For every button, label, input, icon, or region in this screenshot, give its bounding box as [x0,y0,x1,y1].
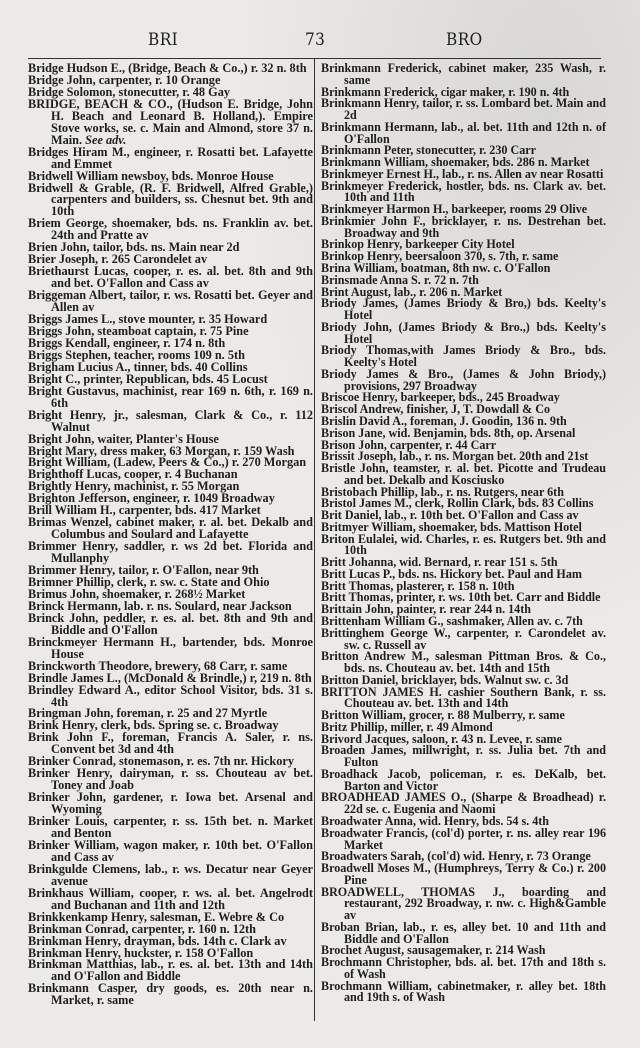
entry-text: Brinkmann Frederick, cigar maker, r. 190 n. 4th [321,84,570,99]
entry-text: Brighton Jefferson, engineer, r. 1049 Broadway [28,491,275,506]
directory-entry [321,919,606,946]
left-guide-word: BRI [148,30,179,50]
directory-entry [28,732,313,756]
directory-entry [28,96,313,147]
left-column [28,63,313,1007]
entry-text: Brison Jane, wid. Benjamin, bds. 8th, op. Arsenal [321,425,576,440]
entry-text: Brimner Phillip, clerk, r. sw. c. State and Ohio [28,574,270,589]
directory-entry [321,863,606,887]
see-advertisement-note: See adv. [85,132,127,147]
entry-text: Brislin David A., foreman, J. Goodin, 136 n. 9th [321,413,567,428]
entry-text: Brier Joseph, r. 265 Carondelet av [28,252,208,267]
entry-text: Brighthoff Lucas, cooper, r. 4 Buchanan [28,467,238,482]
entry-text: Briethaurst Lucas, cooper, r. es. al. bet. 8th and 9th and bet. O'Fallon and Cass av [28,264,313,291]
entry-text: Broadwaters Sarah, (col'd) wid. Henry, r. 73 Orange [321,849,591,864]
entry-text: Brinck John, peddler, r. es. al. bet. 8th and 9th and Biddle and O'Fallon [28,610,313,637]
directory-entry [28,218,313,242]
entry-text: Brinkman Conrad, carpenter, r. 160 n. 12th [28,921,256,936]
directory-entry [28,144,313,171]
directory-entry [321,178,606,205]
entry-text: Broadwater Anna, wid. Henry, bds. 54 s. 4th [321,814,550,828]
entry-text: BRIDGE, BEACH & CO., (Hudson E. Bridge, John H. Beach and Leonard B. Holland,). Empire Stove works, se. c. Main and Almond, store 37 n. Main. [28,96,313,147]
entry-text: Brinker John, gardener, r. Iowa bet. Arsenal and Wyoming [28,790,313,817]
directory-entry [321,345,606,369]
directory-entry [321,766,606,793]
entry-text: Broadwell Moses M., (Humphreys, Terry & Co.) r. 200 Pine [321,861,606,887]
entry-text: Briggs James L., stove mounter, r. 35 Howard [28,312,268,327]
directory-entry [321,98,606,122]
entry-text: Brinkmann William, shoemaker, bds. 286 n. Market [321,155,590,170]
entry-text: Brightly Henry, machinist, r. 55 Morgan [28,479,240,494]
directory-entry [321,684,606,711]
entry-text: Briody James, (James Briody & Bro,) bds. Keelty's Hotel [321,296,606,323]
page-header [28,30,601,56]
entry-text: Britt Johanna, wid. Bernard, r. rear 151 s. 5th [321,555,558,570]
entry-text: Brinkop Henry, barkeeper City Hotel [321,237,515,252]
entry-text: Bright John, waiter, Planter's House [28,431,219,446]
directory-entry [321,978,606,1005]
entry-text: Brinker Henry, dairyman, r. ss. Chouteau av bet. Toney and Joab [28,766,313,793]
entry-text: Briggeman Albert, tailor, r. ws. Rosatti bet. Geyer and Allen av [28,288,313,315]
entry-text: Bridge Solomon, stonecutter, r. 48 Gay [28,84,230,99]
entry-text: Bridwell & Grable, (R. F. Bridwell, Alfred Grable,) carpenters and builders, ss. Chesnut bet. 9th and 10th [28,180,313,219]
entry-text: Brimmer Henry, saddler, r. ws 2d bet. Florida and Mullanphy [28,539,313,566]
directory-entry [321,463,606,487]
entry-text: Brochmann William, cabinetmaker, r. alley bet. 18th and 19th s. of Wash [321,978,606,1005]
right-guide-word: BRO [446,30,483,50]
directory-entry [28,407,313,434]
directory-entry [28,266,313,290]
entry-text: Bright Mary, dress maker, 63 Morgan, r. 159 Wash [28,443,295,458]
entry-text: Britt Thomas, plasterer, r. 158 n. 10th [321,578,515,593]
directory-entry [321,119,606,146]
entry-text: Bristobach Phillip, lab., r. ns. Rutgers, near 6th [321,484,564,499]
directory-entry [28,983,313,1007]
directory-entry [321,298,606,322]
entry-text: Briem George, shoemaker, bds. ns. Franklin av. bet. 24th and Pratte av [28,216,313,243]
entry-text: Bristol James M., clerk, Rollin Clark, bds. 83 Collins [321,496,594,511]
entry-text: Britton Andrew M., salesman Pittman Bros. & Co., bds. ns. Chouteau av. bet. 14th and 15th [321,649,606,676]
directory-entry [28,885,313,912]
entry-text: Briody Thomas,with James Briody & Bro., bds. Keelty's Hotel [321,343,606,370]
entry-text: Britton Daniel, bricklayer, bds. Walnut sw. c. 3d [321,672,569,687]
entry-text: Brinker Conrad, stonemason, r. es. 7th nr. Hickory [28,754,294,769]
entry-text: Bright C., printer, Republican, bds. 45 Locust [28,371,268,386]
entry-text: Brinkmeyer Ernest H., lab., r. ns. Allen av near Rosatti [321,166,604,181]
entry-text: Britton William, grocer, r. 88 Mulberry, r. same [321,708,565,723]
entry-text: Brinkkenkamp Henry, salesman, E. Webre & Co [28,909,285,924]
directory-entry [321,625,606,652]
entry-text: Brinker Louis, carpenter, r. ss. 15th bet. n. Market and Benton [28,814,313,840]
entry-text: Britt Lucas P., bds. ns. Hickory bet. Paul and Ham [321,566,582,581]
entry-text: Brimas Wenzel, cabinet maker, r. al. bet. Dekalb and Columbus and Soulard and Lafayette [28,515,313,542]
entry-text: Briggs Kendall, engineer, r. 174 n. 8th [28,335,226,350]
directory-entry [321,531,606,558]
entry-text: Broadwater Francis, (col'd) porter, r. ns. alley rear 196 Market [321,825,606,852]
right-column [321,63,606,1004]
entry-text: Brinkmann Hermann, lab., al. bet. 11th and 12th n. of O'Fallon [321,119,606,146]
entry-text: Brinkmann Henry, tailor, r. ss. Lombard bet. Main and 2d [321,96,606,123]
entry-text: Bridges Hiram M., engineer, r. Rosatti bet. Lafayette and Emmet [28,144,313,171]
directory-entry [28,682,313,709]
directory-entry [28,517,313,541]
directory-entry [28,290,313,314]
page-number: 73 [305,30,326,50]
entry-text: Brigham Lucius A., tinner, bds. 40 Collins [28,359,248,374]
directory-entry [321,651,606,675]
entry-text: Brinkmeyer Frederick, hostler, bds. ns. Clark av. bet. 10th and 11th [321,178,606,205]
entry-text: Bristle John, teamster, r. al. bet. Picotte and Trudeau and bet. Dekalb and Kosciusko [321,461,606,487]
entry-text: Brinkman Henry, huckster, r. 158 O'Fallon [28,945,254,960]
entry-text: Brina William, boatman, 8th nw. c. O'Fallon [321,261,551,276]
entry-text: Brinck Hermann, lab. r. ns. Soulard, near Jackson [28,598,292,613]
directory-entry [28,768,313,792]
entry-text: Briton Eulalei, wid. Charles, r. es. Rutgers bet. 9th and 10th [321,531,606,558]
column-divider [314,58,315,1021]
entry-text: Brinkmeyer Harmon H., barkeeper, rooms 29 Olive [321,202,588,217]
entry-text: Brint August, lab., r. 206 n. Market [321,284,503,299]
directory-entry [28,816,313,840]
entry-text: Brien John, tailor, bds. ns. Main near 2d [28,240,240,255]
directory-entry [321,792,606,816]
entry-text: Brinkman Matthias, lab., r. es. al. bet. 13th and 14th and O'Fallon and Biddle [28,957,313,984]
entry-text: Brindle James L., (McDonald & Brindle,) r, 219 n. 8th [28,670,312,685]
entry-text: Brinkgulde Clemens, lab., r. ws. Decatur near Geyer avenue [28,861,313,888]
directory-entry [321,319,606,346]
entry-text: Britt Thomas, printer, r. ws. 10th bet. Carr and Biddle [321,590,601,605]
directory-entry [321,957,606,981]
entry-text: Brimus John, shoemaker, r. 268½ Market [28,586,246,601]
directory-entry [28,634,313,661]
entry-text: Brinckmeyer Hermann H., bartender, bds. Monroe House [28,634,313,661]
entry-text: Brink John F., foreman, Francis A. Saler, r. ns. Convent bet 3d and 4th [28,730,313,757]
directory-entry [28,792,313,816]
entry-text: Brittain John, painter, r. rear 244 n. 14th [321,602,531,617]
entry-text: Brill William H., carpenter, bds. 417 Market [28,503,261,518]
directory-entry [28,837,313,864]
entry-text: Brinkmann Frederick, cabinet maker, 235 Wash, r. same [321,61,606,87]
entry-text: Brison John, carpenter, r. 44 Carr [321,437,497,452]
directory-entry [321,884,606,923]
entry-text: Brittinghem George W., carpenter, r. Carondelet av. sw. c. Russell av [321,625,606,652]
entry-text: Brinkmier John F., bricklayer, r. ns. Destrehan bet. Broadway and 9th [321,213,606,240]
directory-entry [28,610,313,637]
entry-text: Bringman John, foreman, r. 25 and 27 Myrtle [28,706,268,721]
entry-text: Brinker William, wagon maker, r. 10th bet. O'Fallon and Cass av [28,837,313,864]
entry-text: Bright William, (Ladew, Peers & Co.,) r. 270 Morgan [28,455,307,470]
entry-text: Brinkop Henry, beersaloon 370, s. 7th, r. same [321,249,559,264]
entry-text: Briggs John, steamboat captain, r. 75 Pine [28,323,249,338]
entry-text: Britz Phillip, miller, r. 49 Almond [321,719,493,734]
directory-entry [28,180,313,219]
entry-text: Bright Henry, jr., salesman, Clark & Co., r. 112 Walnut [28,407,313,434]
entry-text: Briscol Andrew, finisher, J, T. Dowdall & Co [321,402,551,417]
entry-text: Bridge John, carpenter, r. 10 Orange [28,72,221,87]
directory-entry [28,861,313,888]
entry-text: Broadhack Jacob, policeman, r. es. DeKalb, bet. Barton and Victor [321,766,606,793]
entry-text: Brivord Jacques, saloon, r. 43 n. Levee, r. same [321,731,562,746]
entry-text: Briggs Stephen, teacher, rooms 109 n. 5th [28,347,245,362]
entry-text: Briody James & Bro., (James & John Briody,) provisions, 297 Broadway [321,366,606,393]
entry-text: BROADHEAD JAMES O., (Sharpe & Broadhead) r. 22d se. c. Eugenia and Naomi [321,790,606,817]
directory-entry [28,541,313,565]
directory-entry [321,825,606,852]
entry-text: Broban Brian, lab., r. es, alley bet. 10 and 11th and Biddle and O'Fallon [321,919,606,946]
entry-text: Brindley Edward A., editor School Visitor, bds. 31 s. 4th [28,682,313,709]
entry-text: Bright Gustavus, machinist, rear 169 n. 6th, r. 169 n. 6th [28,383,313,410]
entry-text: Brissit Joseph, lab., r. ns. Morgan bet. 20th and 21st [321,449,589,464]
directory-entry [28,383,313,410]
entry-text: Brinkmann Peter, stonecutter, r. 230 Carr [321,143,536,158]
entry-text: Brink Henry, clerk, bds. Spring se. c. Broadway [28,718,279,733]
entry-text: Brinsmade Anna S. r. 72 n. 7th [321,272,479,287]
entry-text: Brit Daniel, lab., r. 10th bet. O'Fallon and Cass av [321,508,579,523]
entry-text: Brinkman Henry, drayman, bds. 14th c. Clark av [28,933,287,948]
entry-text: Brochet August, sausagemaker, r. 214 Wash [321,943,546,958]
entry-text: Brinckworth Theodore, brewery, 68 Carr, r. same [28,658,288,673]
directory-entry [321,745,606,769]
entry-text: Britmyer William, shoemaker, bds. Mattison Hotel [321,519,582,534]
directory-entry [321,63,606,87]
directory-entry [28,959,313,983]
directory-entry [321,366,606,393]
entry-text: Briody John, (James Briody & Bro.,) bds. Keelty's Hotel [321,319,606,346]
entry-text: Brochmann Christopher, bds. al. bet. 17th and 18th s. of Wash [321,955,606,981]
entry-text: Briscoe Henry, barkeeper, bds., 245 Broadway [321,390,560,405]
entry-text: Brimmer Henry, tailor, r. O'Fallon, near 9th [28,563,259,578]
entry-text: Brinkmann Casper, dry goods, es. 20th near n. Market, r. same [28,981,313,1008]
directory-entry [321,213,606,240]
entry-text: Broaden James, millwright, r. ss. Julia bet. 7th and Fulton [321,743,606,770]
entry-text: Bridwell William newsboy, bds. Monroe House [28,168,274,183]
entry-text: BROADWELL, THOMAS J., boarding and restaurant, 292 Broadway, r. nw. c. High&Gamble av [321,884,606,923]
entry-text: Brinkhaus William, cooper, r. ws. al. bet. Angelrodt and Buchanan and 11th and 12th [28,885,313,912]
entry-text: BRITTON JAMES H. cashier Southern Bank, r. ss. Chouteau av. bet. 13th and 14th [321,684,606,711]
entry-text: Bridge Hudson E., (Bridge, Beach & Co.,) r. 32 n. 8th [28,61,307,75]
entry-text: Brittenham William G., sashmaker, Allen av. c. 7th [321,613,583,628]
